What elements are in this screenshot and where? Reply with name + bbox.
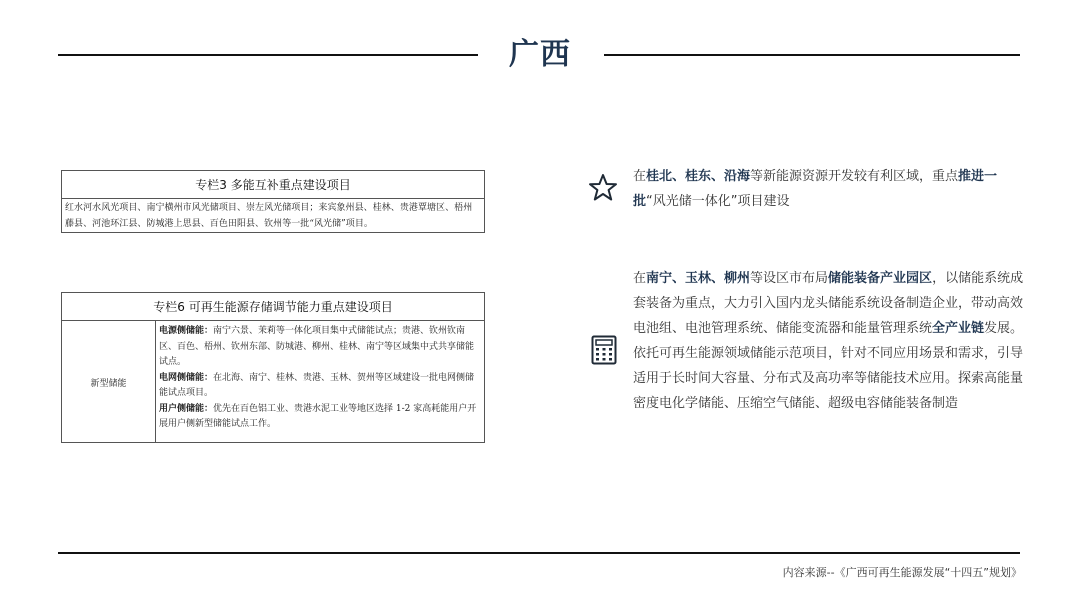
entry-text: 南宁六景、茉莉等一体化项目集中式储能试点；贵港、钦州钦南区、百色、梧州、钦州东部、防城港、柳州、桂林、南宁等区域集中式共享储能试点。 [159, 326, 475, 367]
page-title: 广西 [509, 37, 571, 72]
table-title: 专栏3 多能互补重点建设项目 [62, 171, 484, 199]
text-segment: “风光储一体化”项目建设 [646, 194, 790, 209]
text-segment: ，以储能系统成套装备为重点，大力引入国内龙头储能系统设备制造企业，带动高效电池组、电池管理系统、储能变流器和能量管理系统 [633, 271, 1024, 336]
paragraph-storage-industry-park [633, 266, 1025, 416]
entry-grid-side [159, 371, 481, 402]
text-highlight: 桂北、桂东、沿海 [646, 169, 751, 184]
project-table-storage [61, 292, 485, 443]
table-title: 专栏6 可再生能源存储调节能力重点建设项目 [62, 293, 484, 321]
header-rule-left [58, 54, 478, 56]
table-category-cell: 新型储能 [62, 321, 156, 443]
footer-source-note: 内容来源--《广西可再生能源发展“十四五”规划》 [782, 566, 1022, 579]
header-rule-right [604, 54, 1020, 56]
text-segment: 在 [633, 169, 647, 184]
entry-text: 在北海、南宁、桂林、贵港、玉林、贺州等区域建设一批电网侧储能试点项目。 [159, 372, 475, 398]
text-segment: 等新能源资源开发较有利区域，重点 [750, 169, 959, 184]
paragraph-wind-solar-storage [633, 164, 1025, 214]
text-highlight: 推进一批 [633, 169, 998, 209]
entry-label: 电网侧储能： [159, 372, 214, 383]
entry-label: 用户侧储能： [159, 403, 214, 414]
table-content-cell [156, 321, 484, 443]
entry-text: 优先在百色铝工业、贵港水泥工业等地区选择 1-2 家高耗能用户开展用户侧新型储能试点工作。 [159, 403, 477, 429]
text-segment: 发展。依托可再生能源领域储能示范项目，针对不同应用场景和需求，引导适用于长时间大容量、分布式及高功率等储能技术应用。探索高能量密度电化学储能、压缩空气储能、超级电容储能装备制造 [633, 321, 1024, 411]
entry-user-side [159, 402, 481, 433]
text-segment: 等设区市布局 [750, 271, 829, 286]
text-segment: 在 [633, 271, 647, 286]
entry-label: 电源侧储能： [159, 326, 214, 336]
text-highlight: 南宁、玉林、柳州 [646, 271, 751, 286]
entry-source-side [159, 324, 481, 371]
text-highlight: 全产业链 [932, 321, 985, 336]
project-table-multi-energy [61, 170, 485, 233]
text-highlight: 储能装备产业园区 [828, 271, 933, 286]
table-body-text: 红水河水风光项目、南宁横州市风光储项目、崇左风光储项目；来宾象州县、桂林、贵港覃塘区、梧州藤县、河池环江县、防城港上思县、百色田阳县、钦州等一批“风光储”项目。 [65, 203, 473, 229]
footer-rule [58, 552, 1020, 554]
calculator-icon [591, 335, 617, 365]
star-icon [588, 173, 618, 203]
table-row [62, 321, 484, 443]
